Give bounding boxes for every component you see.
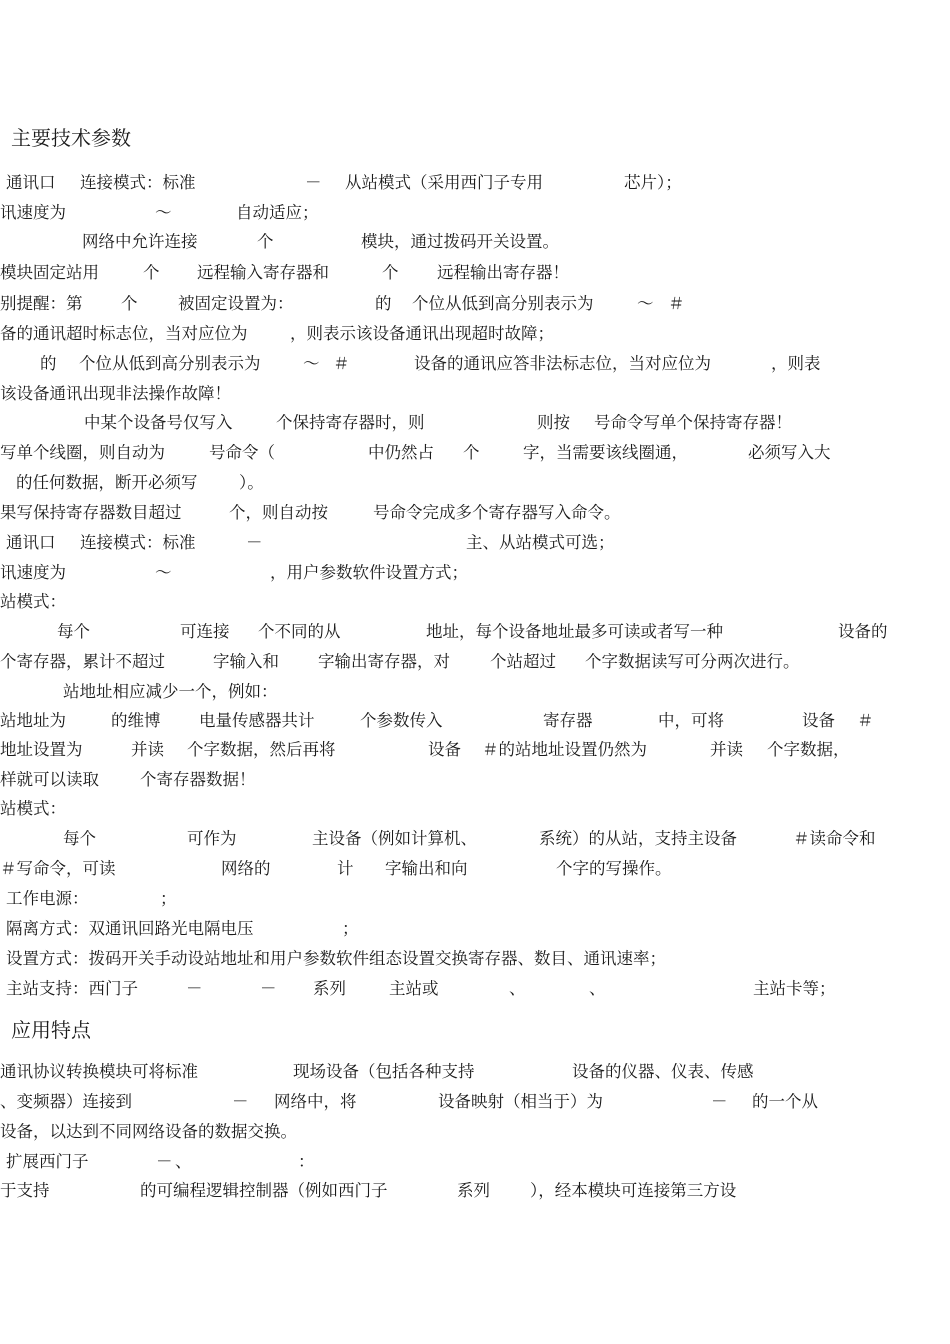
text-segment: ），经本模块可连接第三方设: [530, 1181, 737, 1200]
text-segment: ＃: [668, 294, 685, 313]
text-segment: 并读: [131, 740, 164, 759]
text-segment: 个位从低到高分别表示为: [412, 294, 594, 313]
text-segment: 并读: [710, 740, 743, 759]
text-segment: 站地址为: [0, 711, 66, 730]
text-segment: 字输出寄存器，对: [318, 652, 450, 671]
text-segment: 的任何数据，断开必须写: [16, 473, 198, 492]
text-segment: 个: [143, 263, 160, 282]
text-segment: 通讯协议转换模块可将标准: [0, 1062, 198, 1081]
text-segment: 电量传感器共计: [199, 711, 315, 730]
text-segment: ，则表示该设备通讯出现超时故障；: [290, 324, 554, 343]
text-segment: ＃写命令，可读: [0, 859, 116, 878]
text-segment: 主、从站模式可选；: [466, 533, 615, 552]
text-segment: 个，则自动按: [229, 503, 328, 522]
text-segment: 设备: [428, 740, 461, 759]
text-segment: 可作为: [187, 829, 237, 848]
text-segment: 隔离方式：双通讯回路光电隔电压: [6, 919, 254, 938]
text-segment: －: [260, 979, 277, 998]
text-segment: 的维博: [111, 711, 161, 730]
text-segment: 设备的仪器、仪表、传感: [572, 1062, 754, 1081]
text-segment: 的: [375, 294, 392, 313]
text-segment: 字输出和向: [385, 859, 468, 878]
text-segment: 个保持寄存器时，则: [276, 413, 425, 432]
text-segment: ～: [637, 294, 654, 313]
text-segment: 别提醒：第: [0, 294, 83, 313]
text-segment: 个: [382, 263, 399, 282]
text-segment: 站地址相应减少一个，例如：: [63, 682, 278, 701]
text-segment: 网络中，将: [274, 1092, 357, 1111]
text-segment: 、变频器）连接到: [0, 1092, 132, 1111]
text-segment: 自动适应；: [236, 203, 319, 222]
text-segment: 通讯口: [6, 173, 56, 192]
text-segment: 个字数据，: [767, 740, 850, 759]
text-segment: 于支持: [0, 1181, 50, 1200]
text-segment: －: [186, 979, 203, 998]
text-segment: 个站超过: [490, 652, 556, 671]
text-segment: 字，当需要该线圈通，: [523, 443, 688, 462]
text-segment: 远程输入寄存器和: [197, 263, 329, 282]
text-segment: ＃读命令和: [793, 829, 876, 848]
text-segment: 中仍然占: [368, 443, 434, 462]
text-segment: 芯片）；: [624, 173, 682, 192]
text-segment: 主设备（例如计算机、: [312, 829, 477, 848]
text-segment: ，则表: [771, 354, 821, 373]
text-segment: 、: [589, 979, 606, 998]
text-segment: ＃的站地址设置仍然为: [482, 740, 647, 759]
text-segment: 站模式：: [0, 799, 66, 818]
text-segment: 备的通讯超时标志位，当对应位为: [0, 324, 248, 343]
text-segment: ：: [298, 1152, 315, 1171]
section-heading-technical-params: 主要技术参数: [11, 126, 131, 150]
text-segment: 个字的写操作。: [556, 859, 672, 878]
text-segment: ；: [160, 889, 177, 908]
section-heading-application-features: 应用特点: [11, 1018, 91, 1042]
text-segment: ，用户参数软件设置方式；: [270, 563, 468, 582]
text-segment: 个: [121, 294, 138, 313]
text-segment: 中某个设备号仅写入: [84, 413, 233, 432]
text-segment: 必须写入大: [748, 443, 831, 462]
text-segment: 该设备通讯出现非法操作故障！: [0, 384, 231, 403]
text-segment: 每个: [57, 622, 90, 641]
text-segment: 中，可将: [658, 711, 724, 730]
text-segment: －: [711, 1092, 728, 1111]
text-segment: 设备: [802, 711, 835, 730]
text-segment: 系统）的从站，支持主设备: [539, 829, 737, 848]
text-segment: 写单个线圈，则自动为: [0, 443, 165, 462]
text-segment: 设备，以达到不同网络设备的数据交换。: [0, 1122, 297, 1141]
text-segment: ～: [155, 203, 172, 222]
text-segment: 地址设置为: [0, 740, 83, 759]
text-segment: 站模式：: [0, 592, 66, 611]
text-segment: 个字数据读写可分两次进行。: [585, 652, 800, 671]
text-segment: ～: [155, 563, 172, 582]
text-segment: 个寄存器数据！: [140, 770, 256, 789]
text-segment: 设备的: [838, 622, 888, 641]
text-segment: 系列: [457, 1181, 490, 1200]
text-segment: 设置方式：拨码开关手动设站地址和用户参数软件组态设置交换寄存器、数目、通讯速率；: [6, 949, 666, 968]
text-segment: 个: [257, 232, 274, 251]
text-segment: 网络中允许连接: [82, 232, 198, 251]
text-segment: 网络的: [221, 859, 271, 878]
text-segment: 可连接: [180, 622, 230, 641]
text-segment: ）。: [239, 473, 264, 492]
text-segment: 模块，通过拨码开关设置。: [361, 232, 559, 251]
text-segment: 每个: [63, 829, 96, 848]
text-segment: －: [232, 1092, 249, 1111]
text-segment: 被固定设置为：: [178, 294, 294, 313]
text-segment: 果写保持寄存器数目超过: [0, 503, 182, 522]
text-segment: 个: [463, 443, 480, 462]
text-segment: 现场设备（包括各种支持: [293, 1062, 475, 1081]
text-segment: 远程输出寄存器！: [437, 263, 569, 282]
text-segment: 号命令写单个保持寄存器！: [594, 413, 792, 432]
text-segment: 计: [337, 859, 354, 878]
text-segment: 通讯口: [6, 533, 56, 552]
text-segment: 系列: [313, 979, 346, 998]
text-segment: 讯速度为: [0, 563, 66, 582]
text-segment: 则按: [537, 413, 570, 432]
text-segment: 设备映射（相当于）为: [438, 1092, 603, 1111]
text-segment: ＃: [857, 711, 874, 730]
text-segment: 模块固定站用: [0, 263, 99, 282]
text-segment: 、: [175, 1152, 192, 1171]
text-segment: 个参数传入: [360, 711, 443, 730]
text-segment: 号命令（: [209, 443, 275, 462]
text-segment: 个位从低到高分别表示为: [79, 354, 261, 373]
text-segment: 的可编程逻辑控制器（例如西门子: [140, 1181, 388, 1200]
text-segment: 连接模式：标准: [80, 533, 196, 552]
text-segment: 个不同的从: [258, 622, 341, 641]
text-segment: 连接模式：标准: [80, 173, 196, 192]
text-segment: 从站模式（采用西门子专用: [345, 173, 543, 192]
text-segment: 主站卡等；: [753, 979, 836, 998]
text-segment: 字输入和: [213, 652, 279, 671]
text-segment: 的一个从: [752, 1092, 818, 1111]
text-segment: 的: [40, 354, 57, 373]
text-segment: 号命令完成多个寄存器写入命令。: [373, 503, 621, 522]
text-segment: ；: [342, 919, 359, 938]
text-segment: 个寄存器，累计不超过: [0, 652, 165, 671]
text-segment: 地址，每个设备地址最多可读或者写一种: [426, 622, 723, 641]
text-segment: 个字数据，然后再将: [187, 740, 336, 759]
text-segment: 、: [509, 979, 526, 998]
text-segment: 讯速度为: [0, 203, 66, 222]
text-segment: 主站支持：西门子: [6, 979, 138, 998]
text-segment: 工作电源：: [6, 889, 89, 908]
text-segment: ～: [303, 354, 320, 373]
text-segment: 扩展西门子: [6, 1152, 89, 1171]
text-segment: －: [156, 1152, 173, 1171]
text-segment: 设备的通讯应答非法标志位，当对应位为: [414, 354, 711, 373]
text-segment: －: [305, 173, 322, 192]
text-segment: 主站或: [389, 979, 439, 998]
text-segment: 样就可以读取: [0, 770, 99, 789]
text-segment: 寄存器: [543, 711, 593, 730]
text-segment: －: [246, 533, 263, 552]
text-segment: ＃: [333, 354, 350, 373]
